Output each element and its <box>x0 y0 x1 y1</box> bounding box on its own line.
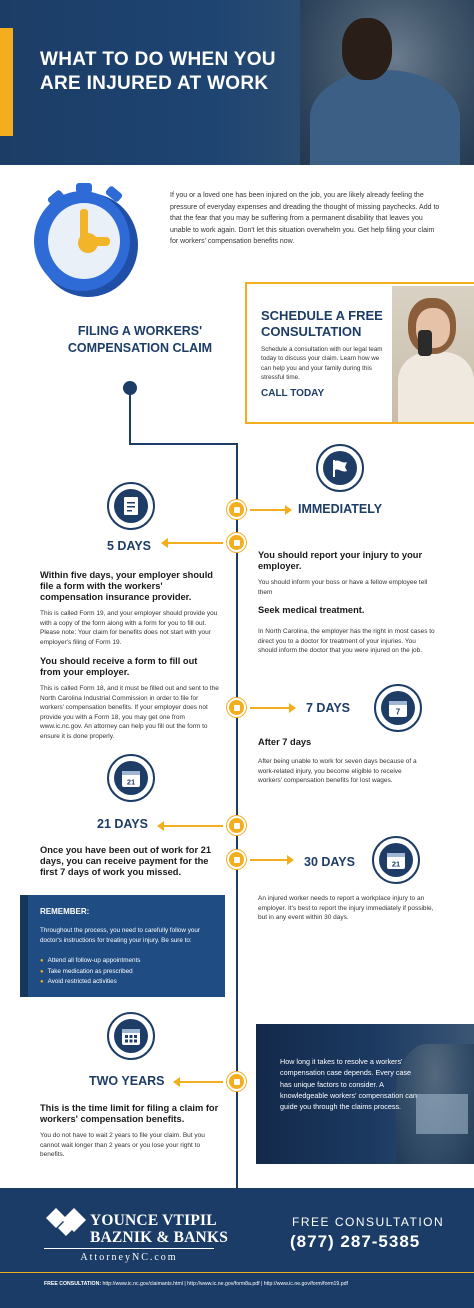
flag-icon <box>316 444 364 492</box>
remember-box <box>20 895 225 997</box>
step-label-5-days: 5 DAYS <box>107 539 152 553</box>
two-years-heading: This is the time limit for filing a claim for workers' compensation benefits. <box>40 1103 219 1124</box>
timeline-node <box>227 698 246 717</box>
calendar-icon <box>107 754 155 802</box>
logo-line-2: BAZNIK & BANKS <box>90 1229 229 1246</box>
immediately-heading-2: Seek medical treatment. <box>258 605 365 615</box>
logo-line-1: YOUNCE VTIPIL <box>90 1212 217 1229</box>
page-title: WHAT TO DO WHEN YOU ARE INJURED AT WORK <box>40 49 276 94</box>
timeline-start-dot <box>123 381 137 395</box>
timeline-node <box>227 1072 246 1091</box>
immediately-text-1: You should inform your boss or have a fellow employee tell them <box>258 579 428 596</box>
hero-banner <box>0 0 474 165</box>
remember-title: REMEMBER: <box>40 907 90 916</box>
schedule-consultation-box[interactable] <box>245 282 474 424</box>
step-label-two-years: TWO YEARS <box>89 1074 165 1088</box>
schedule-title: SCHEDULE A FREE CONSULTATION <box>261 308 383 339</box>
call-today-link[interactable]: CALL TODAY <box>261 388 325 399</box>
arrow-left <box>163 542 223 544</box>
accent-bar <box>0 28 13 136</box>
thirty-days-text: An injured worker needs to report a workplace injury to an employer. It's best to report the injury immediately if possible, but in any event within 30 days. <box>258 895 434 921</box>
arrow-right <box>250 707 294 709</box>
svg-text:7: 7 <box>395 707 401 717</box>
logo-website[interactable]: AttorneyNC.com <box>80 1252 178 1263</box>
injured-worker-photo <box>300 0 474 165</box>
timeline-node <box>227 500 246 519</box>
section-title: FILING A WORKERS' COMPENSATION CLAIM <box>67 324 213 355</box>
svg-text:21: 21 <box>391 859 401 869</box>
arrow-right <box>250 859 292 861</box>
seven-days-text: After being unable to work for seven days because of a work-related injury, you become eligible to receive workers' compensation benefits for lost wages. <box>258 758 417 784</box>
list-item: ● Attend all follow-up appointments <box>40 956 220 967</box>
remember-body: Throughout the process, you need to carefully follow your doctor's instructions for treating your injury. Be sure to: <box>40 927 200 944</box>
remember-list <box>40 956 220 988</box>
stopwatch-icon <box>30 175 142 300</box>
five-days-text-1: This is called Form 19, and your employer should provide you with a copy of the form along with a form for you to fill out. Please note: Your claim for benefits does not start with your employer's filing of Form 19. <box>40 610 218 646</box>
arrow-right <box>250 509 290 511</box>
seven-days-heading: After 7 days <box>258 737 312 747</box>
intro-paragraph: If you or a loved one has been injured on the job, you are likely already feeling the pressure of everyday expenses and dreading the thought of missing paychecks. Add to that the fear that you may be suffering from a permanent disability that leaves you unable to work again. Don't let this situation overwhelm you. Get help filing your claim for workers' compensation benefits now. <box>170 192 440 245</box>
two-years-text: You do not have to wait 2 years to file your claim. But you cannot wait longer than 2 years or you lose your right to benefits. <box>40 1132 205 1158</box>
phone-number-link[interactable]: (877) 287-5385 <box>290 1232 421 1251</box>
five-days-heading-2: You should receive a form to fill out from your employer. <box>40 656 198 677</box>
step-label-30-days: 30 DAYS <box>304 855 355 869</box>
timeline-node <box>227 850 246 869</box>
calendar-icon <box>374 684 422 732</box>
list-item: ● Take medication as prescribed <box>40 967 220 978</box>
laptop-info-text: How long it takes to resolve a workers' compensation case depends. Every case has unique factors to consider. A knowledgeable workers' compensation can guide you through the claims process. <box>280 1057 417 1112</box>
twentyone-days-heading: Once you have been out of work for 21 days, you can receive payment for the first 7 days of work you missed. <box>40 845 211 877</box>
free-consultation-label: FREE CONSULTATION <box>292 1215 445 1229</box>
calendar-icon <box>107 1012 155 1060</box>
timeline-node <box>227 816 246 835</box>
footer-links[interactable] <box>44 1281 474 1287</box>
step-label-immediately: IMMEDIATELY <box>298 502 383 516</box>
five-days-heading-1: Within five days, your employer should file a form with the workers' compensation insurance provider. <box>40 570 213 602</box>
timeline-line <box>129 394 131 444</box>
svg-text:21: 21 <box>126 777 136 787</box>
immediately-text-2: In North Carolina, the employer has the right in most cases to direct you to a doctor for treatment of your injuries. You should inform the doctor that you were injured on the job. <box>258 628 435 654</box>
footer <box>0 1188 474 1308</box>
logo-diamond-icon <box>44 1206 88 1236</box>
timeline-node <box>227 533 246 552</box>
links-label: FREE CONSULTATION: <box>44 1281 102 1287</box>
calendar-icon <box>372 836 420 884</box>
timeline-line <box>129 443 237 445</box>
document-icon <box>107 482 155 530</box>
source-links[interactable]: http://www.ic.nc.gov/claimants.html | http://www.ic.ne.gov/form8a.pdf | http://www.ic.ne.gov/form/form19.pdf <box>102 1281 348 1287</box>
five-days-text-2: This is called Form 18, and it must be filled out and sent to the North Carolina Industrial Commission in order to file for workers' compensation benefits. If your employer does not provide you with a Form 18, you may get one from www.ic.nc.gov. An attorney can help you fill out the form to ensure it is done properly. <box>40 685 219 740</box>
arrow-left <box>175 1081 223 1083</box>
immediately-heading-1: You should report your injury to your employer. <box>258 550 423 571</box>
step-label-21-days: 21 DAYS <box>97 817 148 831</box>
list-item: ● Avoid restricted activities <box>40 977 220 988</box>
step-label-7-days: 7 DAYS <box>306 701 351 715</box>
laptop-info-block <box>256 1024 474 1164</box>
schedule-body: Schedule a consultation with our legal team today to discuss your claim. Learn how we can help you and your family during this stressful time. <box>261 346 383 382</box>
receptionist-photo <box>392 286 474 422</box>
arrow-left <box>159 825 223 827</box>
